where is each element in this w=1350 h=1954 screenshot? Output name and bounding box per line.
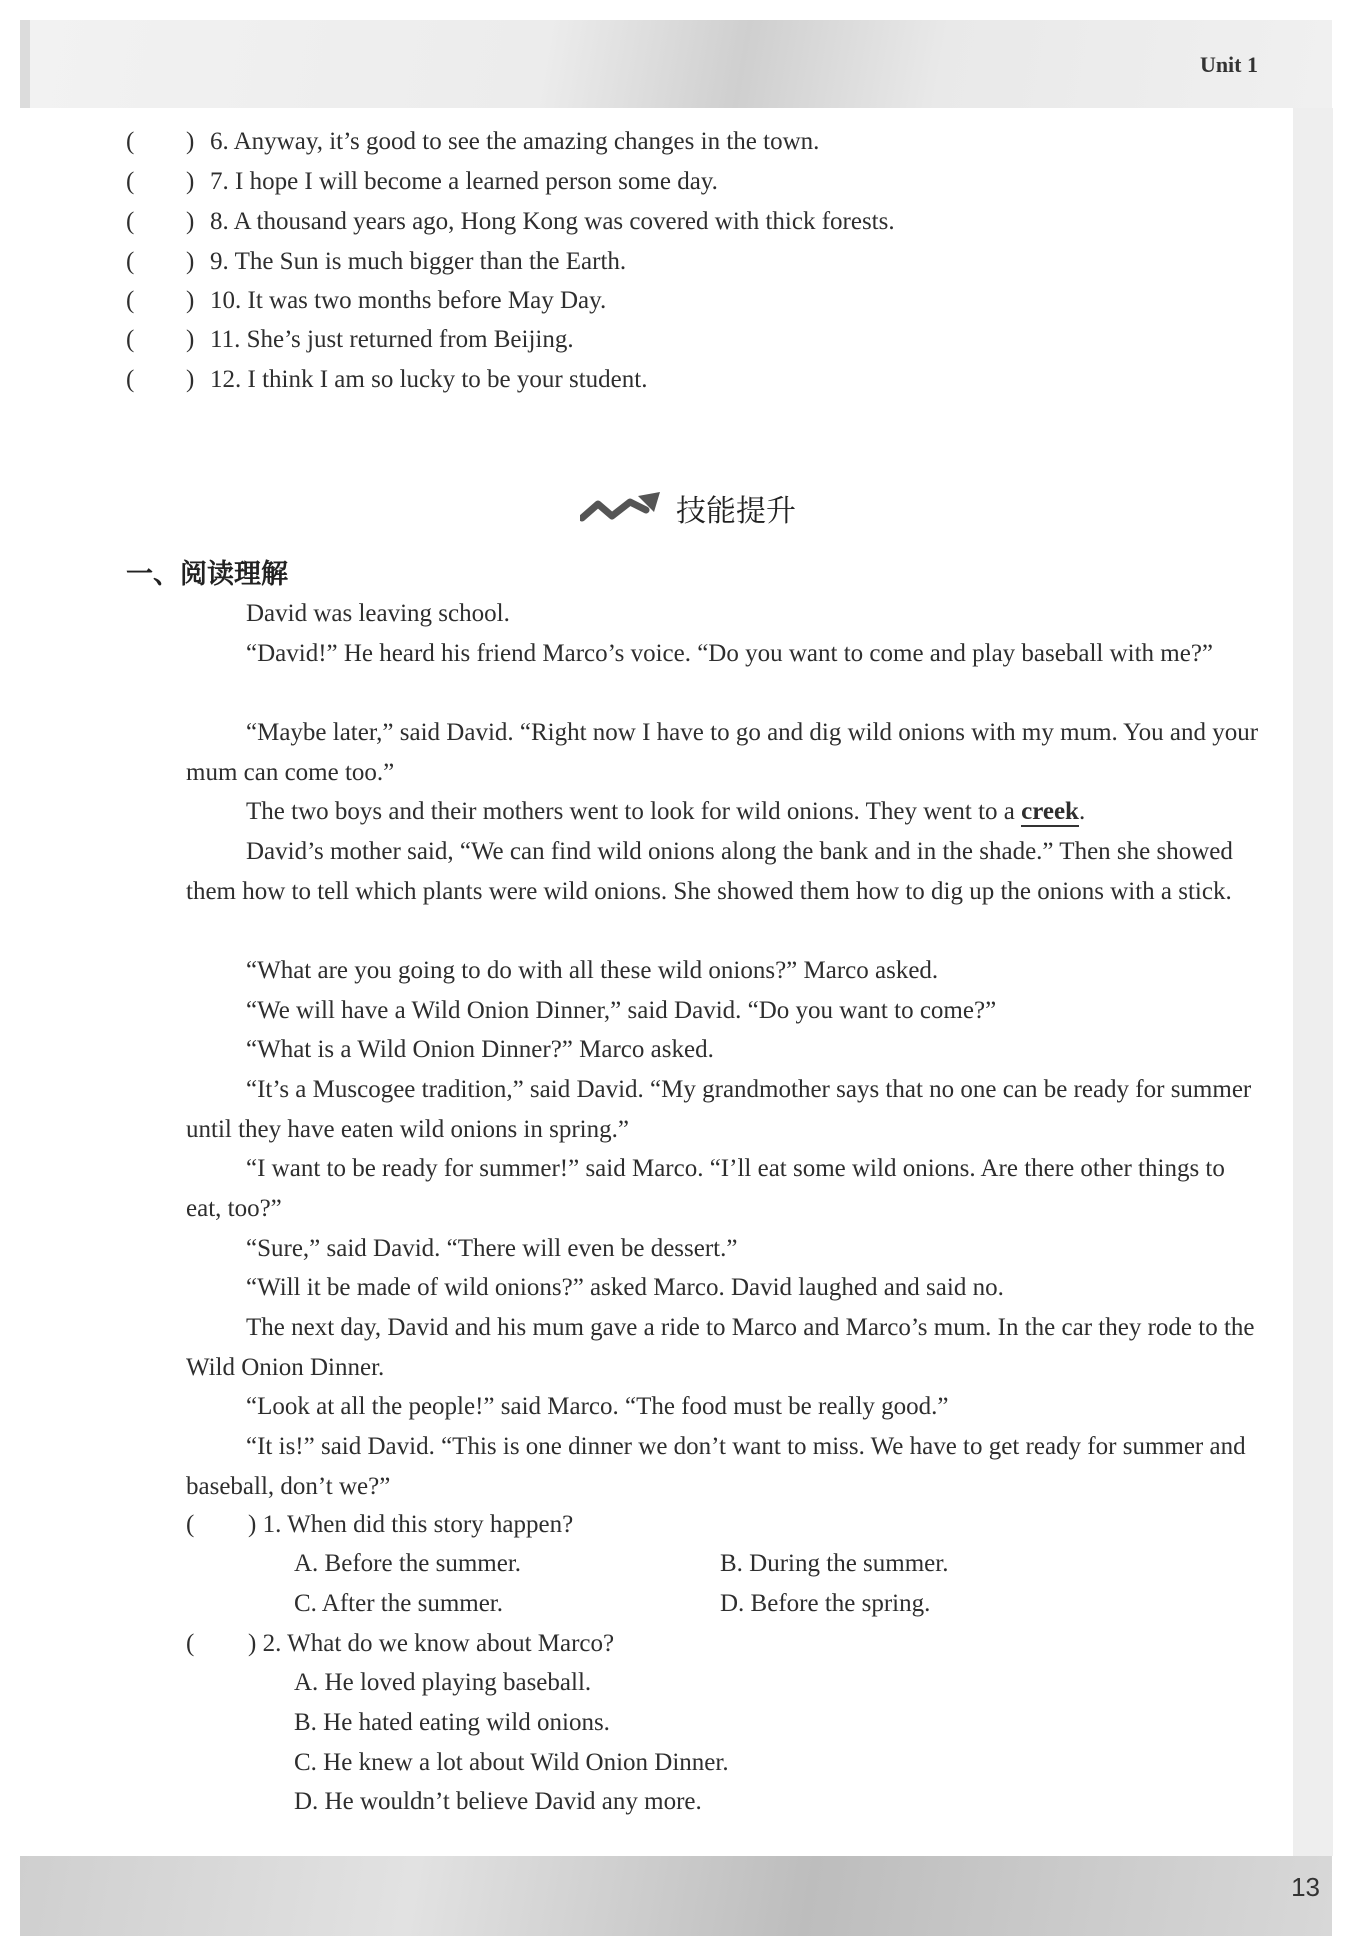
question-number: 1. — [262, 1511, 282, 1538]
answer-blank-open: ( — [126, 208, 135, 235]
item-number: 12. — [210, 366, 242, 393]
passage-paragraph: “David!” He heard his friend Marco’s voice. “Do you want to come and play baseball with me?” — [246, 640, 1214, 667]
sub-heading: 一、阅读理解 — [126, 559, 288, 590]
answer-blank-close: ) — [186, 366, 195, 393]
answer-blank-open: ( — [126, 248, 135, 275]
answer-blank-open: ( — [126, 287, 135, 314]
passage-paragraph: “Maybe later,” said David. “Right now I have to go and dig wild onions with my mum. You and your mum can come too.” — [186, 719, 1259, 786]
page-number: 13 — [1291, 1872, 1320, 1902]
question-2-option-a: A. He loved playing baseball. — [294, 1669, 592, 1696]
header-band — [20, 20, 1332, 108]
item-text: A thousand years ago, Hong Kong was covered with thick forests. — [233, 208, 895, 235]
item-number: 7. — [210, 168, 229, 195]
trend-arrow-icon — [580, 488, 662, 528]
tf-item-8 — [126, 206, 895, 238]
item-text: It was two months before May Day. — [247, 287, 607, 314]
answer-blank-close: ) — [186, 326, 195, 353]
answer-blank-close: ) — [248, 1511, 257, 1538]
question-text: What do we know about Marco? — [287, 1630, 615, 1657]
section-heading — [580, 486, 796, 530]
question-2-option-c: C. He knew a lot about Wild Onion Dinner. — [294, 1749, 729, 1776]
passage-paragraph: “What is a Wild Onion Dinner?” Marco asked. — [246, 1036, 714, 1063]
unit-label: Unit 1 — [1199, 52, 1258, 77]
section-title: 技能提升 — [676, 494, 796, 529]
item-number: 10. — [210, 287, 242, 314]
item-number: 11. — [210, 326, 241, 353]
question-text: When did this story happen? — [287, 1511, 574, 1538]
passage-paragraph: “What are you going to do with all these wild onions?” Marco asked. — [246, 957, 939, 984]
passage-paragraph: “Will it be made of wild onions?” asked Marco. David laughed and said no. — [246, 1274, 1004, 1301]
footer-band — [20, 1856, 1332, 1936]
vocab-word-creek: creek — [1021, 798, 1079, 825]
tf-item-11 — [126, 324, 574, 356]
tf-item-6 — [126, 126, 819, 158]
answer-blank-close: ) — [186, 168, 195, 195]
item-number: 9. — [210, 248, 229, 275]
passage-paragraph: David’s mother said, “We can find wild onions along the bank and in the shade.” Then she showed them how to tell which plants were wild onions. She showed them how to dig up the onions with a stick. — [186, 838, 1233, 905]
answer-blank-close: ) — [186, 248, 195, 275]
question-2-option-d: D. He wouldn’t believe David any more. — [294, 1788, 702, 1815]
passage-paragraph: “Sure,” said David. “There will even be dessert.” — [246, 1235, 738, 1262]
answer-blank-close: ) — [186, 208, 195, 235]
question-1-option-a: A. Before the summer. — [294, 1550, 522, 1577]
tf-item-9 — [126, 246, 626, 278]
question-1 — [186, 1509, 573, 1541]
question-2-option-b: B. He hated eating wild onions. — [294, 1709, 610, 1736]
tf-item-12 — [126, 364, 647, 396]
item-text: I think I am so lucky to be your student. — [247, 366, 648, 393]
item-text: Anyway, it’s good to see the amazing changes in the town. — [233, 128, 820, 155]
question-2 — [186, 1628, 614, 1660]
answer-blank-open: ( — [126, 128, 135, 155]
answer-blank-close: ) — [248, 1630, 257, 1657]
passage-paragraph: “It’s a Muscogee tradition,” said David. “My grandmother says that no one can be ready for summer until they have eaten wild onions in spring.” — [186, 1076, 1252, 1143]
tf-item-10 — [126, 285, 606, 317]
item-text: She’s just returned from Beijing. — [246, 326, 574, 353]
item-text: I hope I will become a learned person some day. — [235, 168, 718, 195]
item-number: 8. — [210, 208, 229, 235]
answer-blank-open: ( — [186, 1511, 195, 1538]
item-text: The Sun is much bigger than the Earth. — [234, 248, 627, 275]
answer-blank-close: ) — [186, 128, 195, 155]
right-margin-strip — [1293, 108, 1333, 1856]
question-1-option-d: D. Before the spring. — [720, 1590, 931, 1617]
passage-paragraph: The two boys and their mothers went to look for wild onions. They went to a creek. — [246, 798, 1086, 825]
passage-paragraph: “Look at all the people!” said Marco. “The food must be really good.” — [246, 1393, 949, 1420]
answer-blank-open: ( — [126, 326, 135, 353]
answer-blank-close: ) — [186, 287, 195, 314]
passage-paragraph: “I want to be ready for summer!” said Marco. “I’ll eat some wild onions. Are there other things to eat, too?” — [186, 1155, 1225, 1222]
header-stripe — [20, 20, 30, 108]
passage-paragraph: David was leaving school. — [246, 600, 510, 627]
item-number: 6. — [210, 128, 229, 155]
tf-item-7 — [126, 166, 718, 198]
passage-paragraph: “We will have a Wild Onion Dinner,” said David. “Do you want to come?” — [246, 997, 997, 1024]
answer-blank-open: ( — [126, 168, 135, 195]
question-number: 2. — [262, 1630, 282, 1657]
answer-blank-open: ( — [186, 1630, 195, 1657]
passage-paragraph: The next day, David and his mum gave a ride to Marco and Marco’s mum. In the car they rode to the Wild Onion Dinner. — [186, 1314, 1255, 1381]
passage-paragraph: “It is!” said David. “This is one dinner we don’t want to miss. We have to get ready for summer and baseball, don’t we?” — [186, 1433, 1246, 1500]
question-1-option-b: B. During the summer. — [720, 1550, 949, 1577]
answer-blank-open: ( — [126, 366, 135, 393]
question-1-option-c: C. After the summer. — [294, 1590, 503, 1617]
